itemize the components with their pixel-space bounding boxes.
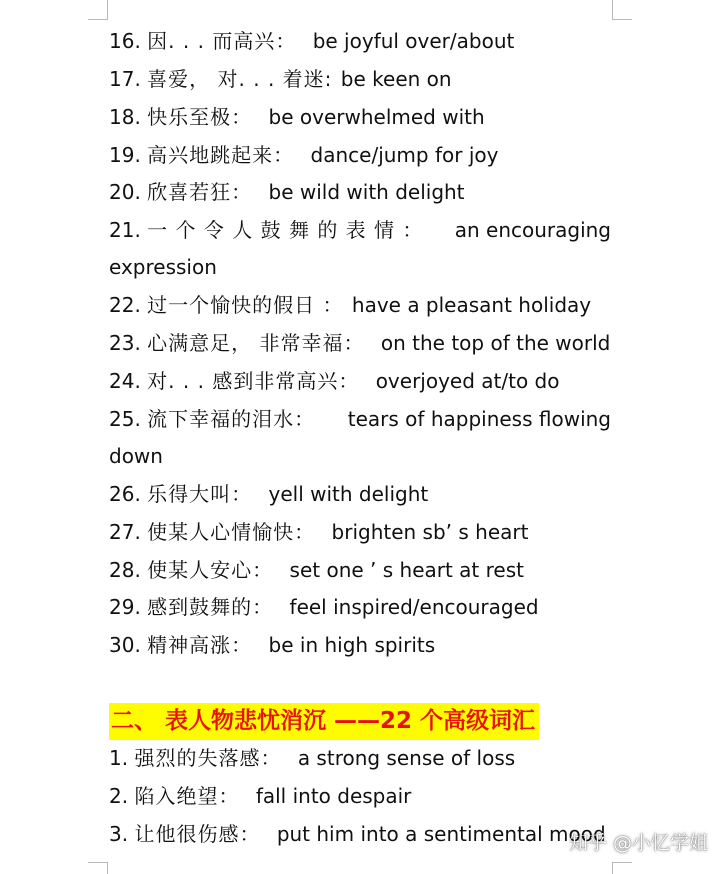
phrase-line-22 xyxy=(109,292,591,318)
phrase-line-21 xyxy=(109,217,611,243)
english-phrase: brighten sb’ s heart xyxy=(331,520,529,544)
english-phrase: expression xyxy=(109,255,217,279)
english-phrase: down xyxy=(109,444,163,468)
item-number: 1. xyxy=(109,746,129,770)
phrase-line-23 xyxy=(109,330,610,356)
crop-mark xyxy=(612,862,613,874)
phrase-line-17 xyxy=(109,66,452,92)
chinese-term: 对. . . 感到非常高兴： xyxy=(147,369,360,393)
phrase-line-16 xyxy=(109,28,514,54)
chinese-term: 欣喜若狂： xyxy=(147,180,253,204)
chinese-term: 使某人心情愉快： xyxy=(147,520,316,544)
phrase-line-20 xyxy=(109,179,465,205)
english-phrase: be in high spirits xyxy=(268,633,436,657)
chinese-term: 陷入绝望： xyxy=(134,784,240,808)
phrase-line-30 xyxy=(109,632,435,658)
crop-mark xyxy=(88,19,108,20)
english-phrase: feel inspired/encouraged xyxy=(289,595,539,619)
phrase-line-s1 xyxy=(109,745,515,771)
english-phrase: be keen on xyxy=(340,67,452,91)
english-phrase: on the top of the world xyxy=(380,331,611,355)
crop-mark xyxy=(88,862,108,863)
item-number: 2. xyxy=(109,784,129,808)
chinese-term: 心满意足， 非常幸福： xyxy=(147,331,365,355)
english-phrase: set one ’ s heart at rest xyxy=(289,558,524,582)
item-number: 26. xyxy=(109,482,141,506)
item-number: 22. xyxy=(109,293,141,317)
chinese-term: 快乐至极： xyxy=(147,105,253,129)
crop-mark xyxy=(612,0,613,20)
crop-mark xyxy=(107,0,108,20)
phrase-line-28 xyxy=(109,557,524,583)
item-number: 18. xyxy=(109,105,141,129)
item-number: 19. xyxy=(109,143,141,167)
section-heading: 二、 表人物悲忧消沉 ——22 个高级词汇 xyxy=(109,703,539,740)
item-number: 27. xyxy=(109,520,141,544)
crop-mark xyxy=(107,862,108,874)
chinese-term: 感到鼓舞的： xyxy=(147,595,274,619)
phrase-line-18 xyxy=(109,104,485,130)
crop-mark xyxy=(612,19,632,20)
english-phrase: be joyful over/about xyxy=(312,29,515,53)
english-phrase: an encouraging xyxy=(454,218,611,242)
item-number: 29. xyxy=(109,595,141,619)
english-phrase: put him into a sentimental mood xyxy=(276,822,606,846)
english-phrase: fall into despair xyxy=(255,784,412,808)
phrase-line-21-continuation xyxy=(109,254,217,280)
item-number: 28. xyxy=(109,558,141,582)
phrase-line-25-continuation xyxy=(109,443,163,469)
phrase-line-19 xyxy=(109,142,498,168)
chinese-term: 高兴地跳起来： xyxy=(147,143,295,167)
item-number: 16. xyxy=(109,29,141,53)
chinese-term: 一 个 令 人 鼓 舞 的 表 情 ： xyxy=(147,218,424,242)
chinese-term: 让他很伤感： xyxy=(134,822,261,846)
english-phrase: be wild with delight xyxy=(268,180,465,204)
crop-mark xyxy=(612,862,632,863)
phrase-line-s2 xyxy=(109,783,411,809)
item-number: 17. xyxy=(109,67,141,91)
phrase-line-25 xyxy=(109,406,611,432)
watermark: 知乎 @小忆学姐 xyxy=(568,832,708,854)
chinese-term: 精神高涨： xyxy=(147,633,253,657)
english-phrase: dance/jump for joy xyxy=(310,143,499,167)
english-phrase: overjoyed at/to do xyxy=(375,369,560,393)
english-phrase: yell with delight xyxy=(268,482,429,506)
item-number: 25. xyxy=(109,407,141,431)
english-phrase: be overwhelmed with xyxy=(268,105,485,129)
phrase-line-24 xyxy=(109,368,559,394)
item-number: 24. xyxy=(109,369,141,393)
item-number: 30. xyxy=(109,633,141,657)
chinese-term: 强烈的失落感： xyxy=(134,746,282,770)
chinese-term: 乐得大叫： xyxy=(147,482,253,506)
item-number: 23. xyxy=(109,331,141,355)
english-phrase: have a pleasant holiday xyxy=(351,293,592,317)
english-phrase: tears of happiness flowing xyxy=(347,407,611,431)
phrase-line-s3 xyxy=(109,821,606,847)
chinese-term: 过一个愉快的假日 ： xyxy=(147,293,344,317)
chinese-term: 使某人安心： xyxy=(147,558,274,582)
item-number: 3. xyxy=(109,822,129,846)
chinese-term: 流下幸福的泪水： xyxy=(147,407,316,431)
phrase-line-26 xyxy=(109,481,428,507)
item-number: 20. xyxy=(109,180,141,204)
item-number: 21. xyxy=(109,218,141,242)
chinese-term: 喜爱， 对. . . 着迷: xyxy=(147,67,333,91)
phrase-line-27 xyxy=(109,519,528,545)
chinese-term: 因. . . 而高兴： xyxy=(147,29,297,53)
phrase-line-29 xyxy=(109,594,539,620)
english-phrase: a strong sense of loss xyxy=(297,746,516,770)
